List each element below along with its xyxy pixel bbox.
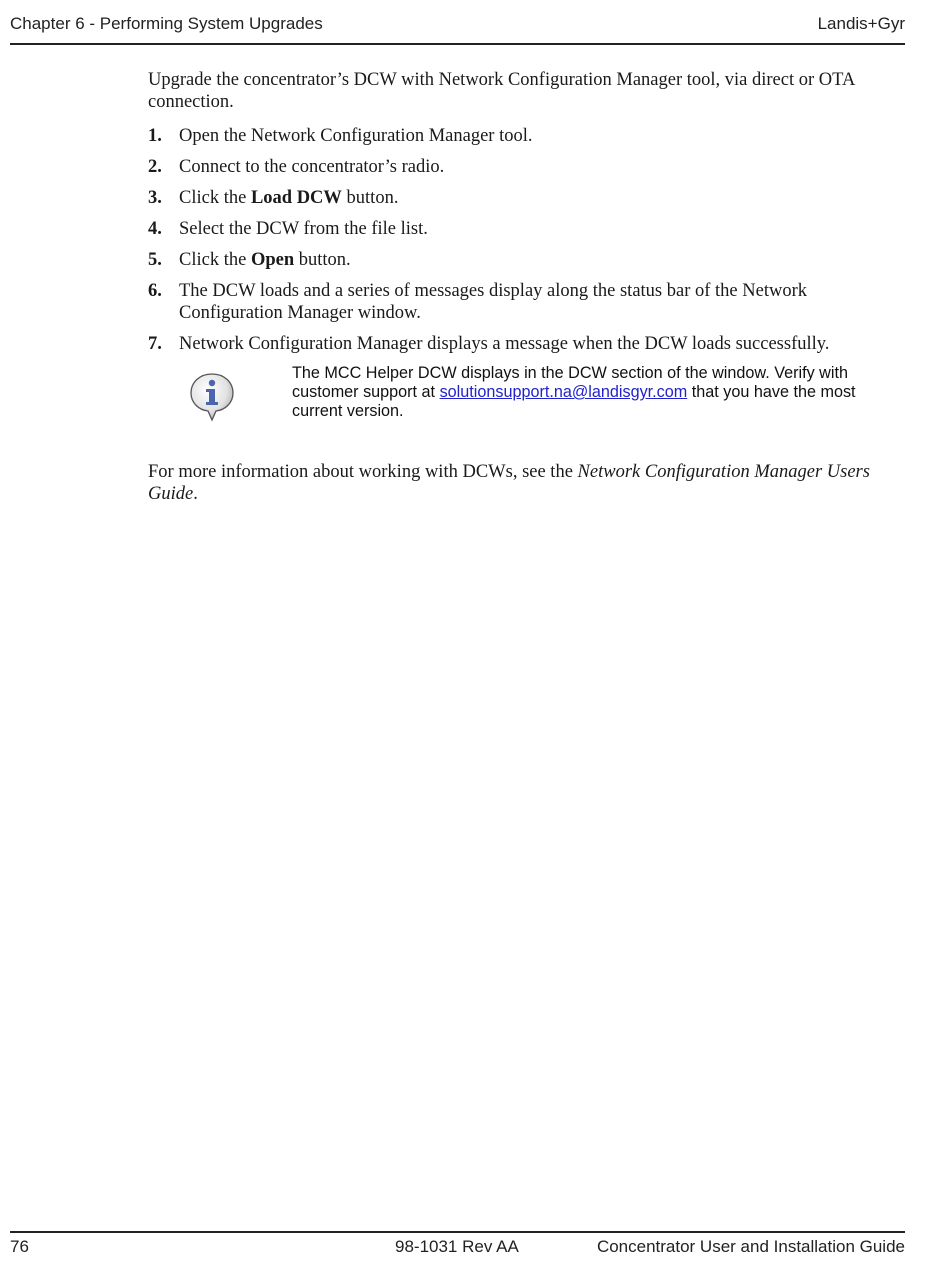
step-item [148,156,893,178]
step-number: 2. [148,157,162,177]
document-number: 98-1031 Rev AA [395,1237,519,1256]
step-item [148,187,893,209]
step-number: 5. [148,250,162,270]
step-number: 6. [148,281,162,301]
steps-list [148,125,893,355]
step-item [148,333,893,355]
note-text [292,364,892,421]
step-text: Click the [179,188,251,208]
step-item [148,218,893,240]
open-button-label: Open [250,250,295,270]
note-text-after: that you have the most current version. [292,383,856,420]
step-number: 3. [148,188,162,208]
guide-title: Concentrator User and Installation Guide [596,1237,905,1256]
info-note [148,364,893,434]
step-text-suffix: button. [294,250,351,270]
step-text: Open the Network Configuration Manager tool. [179,126,533,146]
step-item [148,249,893,271]
guide-reference: Network Configuration Manager Users Guide [148,462,870,504]
step-text-suffix: button. [341,188,399,208]
brand-name: Landis+Gyr [817,14,905,33]
step-text: Connect to the concentrator’s radio. [179,157,445,177]
step-text: Click the [179,250,251,270]
more-info-period: . [193,484,198,504]
more-info-text: For more information about working with DCWs, see the [148,462,578,482]
step-text: The DCW loads and a series of messages display along the status bar of the Network Configuration Manager window. [179,281,807,323]
chapter-title: Chapter 6 - Performing System Upgrades [10,14,323,33]
support-email-link[interactable]: solutionsupport.na@landisgyr.com [439,383,688,401]
more-info-paragraph [148,461,893,505]
info-icon [188,372,236,422]
page-footer [10,1231,905,1262]
step-text: Network Configuration Manager displays a message when the DCW loads successfully. [179,334,830,354]
page-number: 76 [10,1237,29,1256]
note-text-before: The MCC Helper DCW displays in the DCW section of the window. Verify with customer support at [292,364,848,401]
intro-paragraph: Upgrade the concentrator’s DCW with Network Configuration Manager tool, via direct or OTA connection. [148,70,855,112]
step-item [148,280,893,324]
load-dcw-button-label: Load DCW [250,188,342,208]
page-content [148,69,893,524]
step-number: 4. [148,219,162,239]
step-item [148,125,893,147]
step-number: 1. [148,126,162,146]
page-header [10,14,905,45]
step-number: 7. [148,334,162,354]
step-text: Select the DCW from the file list. [179,219,428,239]
